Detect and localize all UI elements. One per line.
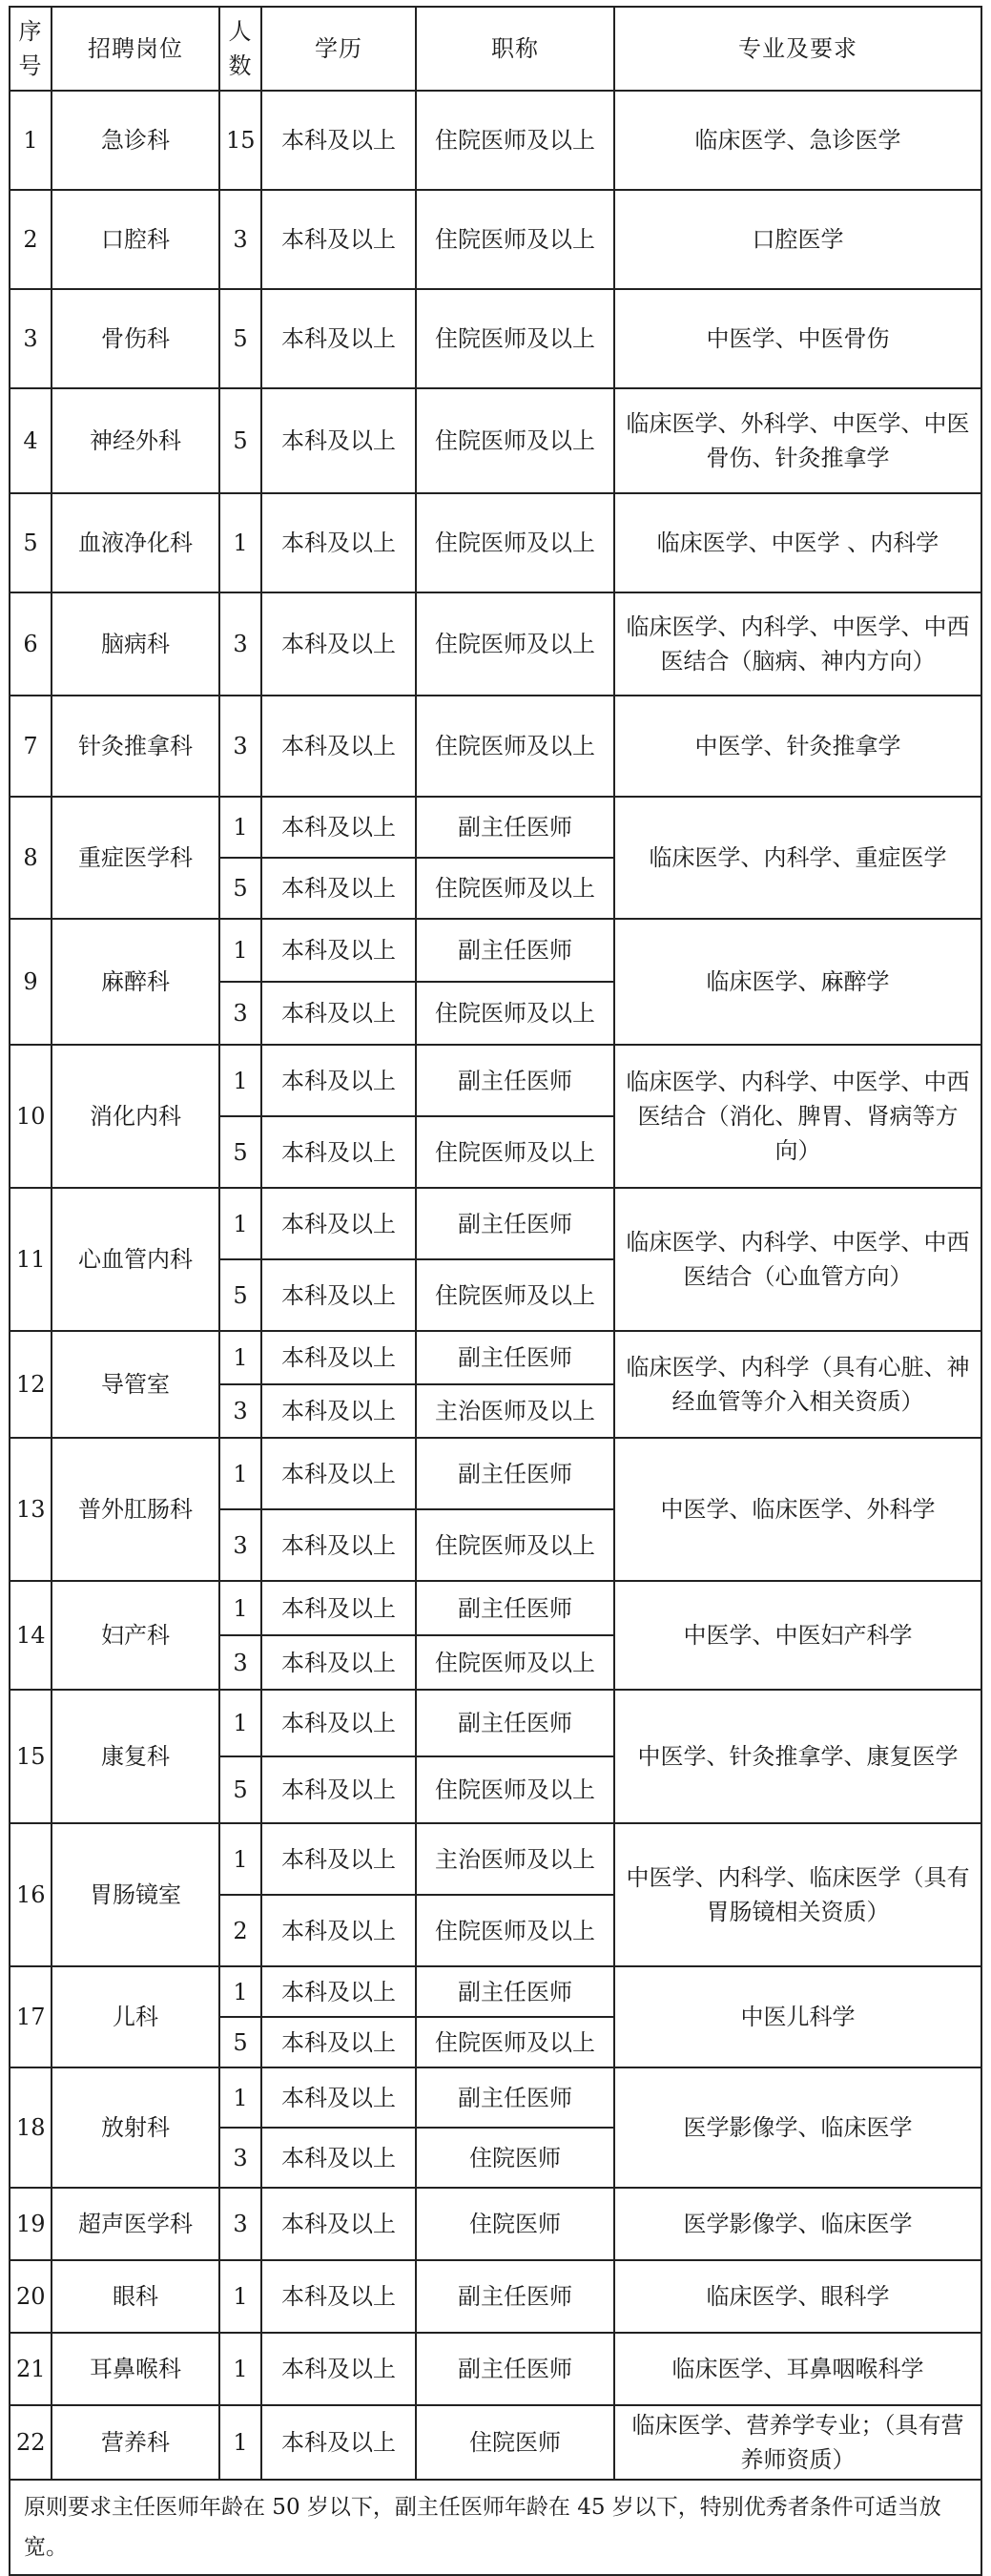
row-position: 神经外科 [52, 388, 219, 493]
row-requirements: 中医学、针灸推拿学 [614, 696, 981, 797]
row-education: 本科及以上 [261, 1438, 416, 1509]
row-education: 本科及以上 [261, 1331, 416, 1384]
table-row [10, 1690, 981, 1756]
row-title: 住院医师及以上 [416, 1635, 614, 1690]
row-title: 住院医师及以上 [416, 696, 614, 797]
row-index: 15 [10, 1690, 52, 1823]
row-title: 副主任医师 [416, 2067, 614, 2128]
row-count: 3 [219, 190, 261, 289]
row-index: 16 [10, 1823, 52, 1966]
table-row [10, 289, 981, 388]
row-education: 本科及以上 [261, 1384, 416, 1438]
row-requirements: 临床医学、营养学专业；（具有营养师资质） [614, 2405, 981, 2480]
row-count: 1 [219, 1188, 261, 1259]
table-row [10, 1188, 981, 1259]
row-education: 本科及以上 [261, 797, 416, 858]
row-count: 1 [219, 493, 261, 592]
row-count: 5 [219, 858, 261, 919]
row-title: 住院医师及以上 [416, 2017, 614, 2067]
row-education: 本科及以上 [261, 91, 416, 190]
table-row [10, 2067, 981, 2128]
row-count: 5 [219, 1116, 261, 1188]
row-count: 1 [219, 2067, 261, 2128]
row-title: 住院医师 [416, 2128, 614, 2188]
row-position: 耳鼻喉科 [52, 2333, 219, 2405]
table-body [10, 91, 981, 2480]
row-education: 本科及以上 [261, 1966, 416, 2017]
row-count: 15 [219, 91, 261, 190]
table-row [10, 190, 981, 289]
row-index: 10 [10, 1045, 52, 1188]
recruitment-table [9, 6, 982, 2576]
table-header-row [10, 7, 981, 91]
row-education: 本科及以上 [261, 493, 416, 592]
row-requirements: 临床医学、麻醉学 [614, 919, 981, 1045]
row-title: 住院医师及以上 [416, 1895, 614, 1966]
row-count: 5 [219, 1259, 261, 1331]
row-index: 19 [10, 2188, 52, 2260]
row-requirements: 中医学、内科学、临床医学（具有胃肠镜相关资质） [614, 1823, 981, 1966]
row-title: 副主任医师 [416, 1690, 614, 1756]
row-index: 22 [10, 2405, 52, 2480]
header-count [219, 7, 261, 91]
row-index: 1 [10, 91, 52, 190]
row-education: 本科及以上 [261, 2017, 416, 2067]
row-requirements: 中医儿科学 [614, 1966, 981, 2067]
table-row [10, 1331, 981, 1384]
table-row [10, 1823, 981, 1895]
row-position: 骨伤科 [52, 289, 219, 388]
row-requirements: 临床医学、内科学、重症医学 [614, 797, 981, 919]
row-index: 13 [10, 1438, 52, 1581]
row-requirements: 临床医学、内科学、中医学、中西医结合（心血管方向） [614, 1188, 981, 1331]
row-title: 副主任医师 [416, 1331, 614, 1384]
row-title: 副主任医师 [416, 919, 614, 982]
row-count: 1 [219, 1045, 261, 1116]
row-count: 5 [219, 2017, 261, 2067]
row-requirements: 临床医学、内科学、中医学、中西医结合（消化、脾胃、肾病等方向） [614, 1045, 981, 1188]
note-text: 原则要求主任医师年龄在 50 岁以下，副主任医师年龄在 45 岁以下，特别优秀者条件可适当放宽。 [10, 2480, 981, 2575]
row-position: 放射科 [52, 2067, 219, 2188]
row-count: 1 [219, 1331, 261, 1384]
row-index: 7 [10, 696, 52, 797]
table-row [10, 2188, 981, 2260]
row-position: 眼科 [52, 2260, 219, 2333]
row-title: 住院医师及以上 [416, 592, 614, 696]
row-title: 副主任医师 [416, 1966, 614, 2017]
row-position: 康复科 [52, 1690, 219, 1823]
header-title: 职称 [416, 7, 614, 91]
table-row [10, 388, 981, 493]
row-count: 3 [219, 592, 261, 696]
header-index-line1: 序 [18, 18, 43, 45]
row-index: 21 [10, 2333, 52, 2405]
row-index: 8 [10, 797, 52, 919]
row-education: 本科及以上 [261, 1259, 416, 1331]
table-row [10, 493, 981, 592]
row-requirements: 医学影像学、临床医学 [614, 2067, 981, 2188]
row-education: 本科及以上 [261, 1690, 416, 1756]
row-count: 1 [219, 919, 261, 982]
row-requirements: 临床医学、内科学、中医学、中西医结合（脑病、神内方向） [614, 592, 981, 696]
row-title: 副主任医师 [416, 2260, 614, 2333]
row-education: 本科及以上 [261, 190, 416, 289]
table-row [10, 2405, 981, 2480]
row-education: 本科及以上 [261, 592, 416, 696]
table-row [10, 797, 981, 858]
row-requirements: 中医学、针灸推拿学、康复医学 [614, 1690, 981, 1823]
row-count: 3 [219, 2128, 261, 2188]
row-education: 本科及以上 [261, 1756, 416, 1823]
row-index: 11 [10, 1188, 52, 1331]
row-position: 超声医学科 [52, 2188, 219, 2260]
row-education: 本科及以上 [261, 1116, 416, 1188]
row-position: 胃肠镜室 [52, 1823, 219, 1966]
row-title: 住院医师及以上 [416, 1116, 614, 1188]
row-requirements: 中医学、中医骨伤 [614, 289, 981, 388]
row-index: 12 [10, 1331, 52, 1438]
row-title: 主治医师及以上 [416, 1823, 614, 1895]
row-index: 18 [10, 2067, 52, 2188]
row-count: 1 [219, 1690, 261, 1756]
row-count: 1 [219, 1966, 261, 2017]
row-education: 本科及以上 [261, 2405, 416, 2480]
row-position: 儿科 [52, 1966, 219, 2067]
row-index: 3 [10, 289, 52, 388]
row-index: 14 [10, 1581, 52, 1690]
row-index: 9 [10, 919, 52, 1045]
row-index: 17 [10, 1966, 52, 2067]
row-index: 5 [10, 493, 52, 592]
row-title: 住院医师 [416, 2405, 614, 2480]
row-education: 本科及以上 [261, 696, 416, 797]
header-index [10, 7, 52, 91]
row-title: 住院医师及以上 [416, 982, 614, 1045]
row-position: 血液净化科 [52, 493, 219, 592]
row-index: 4 [10, 388, 52, 493]
row-education: 本科及以上 [261, 858, 416, 919]
row-position: 重症医学科 [52, 797, 219, 919]
row-count: 1 [219, 2333, 261, 2405]
row-position: 口腔科 [52, 190, 219, 289]
row-requirements: 临床医学、眼科学 [614, 2260, 981, 2333]
row-title: 副主任医师 [416, 1581, 614, 1635]
row-title: 住院医师及以上 [416, 190, 614, 289]
header-position: 招聘岗位 [52, 7, 219, 91]
row-title: 住院医师及以上 [416, 1756, 614, 1823]
row-education: 本科及以上 [261, 1045, 416, 1116]
row-requirements: 医学影像学、临床医学 [614, 2188, 981, 2260]
row-education: 本科及以上 [261, 1509, 416, 1581]
header-requirements: 专业及要求 [614, 7, 981, 91]
row-count: 3 [219, 696, 261, 797]
row-count: 3 [219, 1384, 261, 1438]
row-title: 主治医师及以上 [416, 1384, 614, 1438]
row-count: 1 [219, 1438, 261, 1509]
row-count: 1 [219, 2260, 261, 2333]
row-education: 本科及以上 [261, 388, 416, 493]
row-education: 本科及以上 [261, 2188, 416, 2260]
row-count: 3 [219, 1635, 261, 1690]
row-education: 本科及以上 [261, 1635, 416, 1690]
row-count: 3 [219, 2188, 261, 2260]
row-index: 6 [10, 592, 52, 696]
row-education: 本科及以上 [261, 1188, 416, 1259]
table-row [10, 2260, 981, 2333]
row-title: 副主任医师 [416, 797, 614, 858]
row-title: 住院医师及以上 [416, 1509, 614, 1581]
row-count: 5 [219, 289, 261, 388]
row-title: 副主任医师 [416, 1188, 614, 1259]
row-count: 3 [219, 1509, 261, 1581]
table-row [10, 1045, 981, 1116]
row-education: 本科及以上 [261, 1823, 416, 1895]
row-requirements: 口腔医学 [614, 190, 981, 289]
row-requirements: 临床医学、耳鼻咽喉科学 [614, 2333, 981, 2405]
row-title: 住院医师及以上 [416, 289, 614, 388]
row-title: 住院医师及以上 [416, 858, 614, 919]
row-index: 2 [10, 190, 52, 289]
row-requirements: 中医学、临床医学、外科学 [614, 1438, 981, 1581]
row-education: 本科及以上 [261, 2333, 416, 2405]
row-requirements: 临床医学、外科学、中医学、中医骨伤、针灸推拿学 [614, 388, 981, 493]
row-education: 本科及以上 [261, 2128, 416, 2188]
row-education: 本科及以上 [261, 982, 416, 1045]
row-count: 1 [219, 1581, 261, 1635]
row-education: 本科及以上 [261, 2067, 416, 2128]
row-position: 营养科 [52, 2405, 219, 2480]
row-title: 副主任医师 [416, 1438, 614, 1509]
row-position: 急诊科 [52, 91, 219, 190]
row-position: 心血管内科 [52, 1188, 219, 1331]
note-row [10, 2480, 981, 2575]
row-title: 副主任医师 [416, 2333, 614, 2405]
row-count: 2 [219, 1895, 261, 1966]
row-requirements: 临床医学、内科学（具有心脏、神经血管等介入相关资质） [614, 1331, 981, 1438]
row-position: 针灸推拿科 [52, 696, 219, 797]
table-row [10, 919, 981, 982]
header-index-line2: 号 [18, 52, 43, 79]
row-title: 住院医师及以上 [416, 493, 614, 592]
row-index: 20 [10, 2260, 52, 2333]
table-row [10, 91, 981, 190]
row-count: 1 [219, 2405, 261, 2480]
row-position: 妇产科 [52, 1581, 219, 1690]
row-count: 1 [219, 797, 261, 858]
header-education: 学历 [261, 7, 416, 91]
row-position: 消化内科 [52, 1045, 219, 1188]
row-count: 1 [219, 1823, 261, 1895]
table-row [10, 1438, 981, 1509]
row-education: 本科及以上 [261, 1581, 416, 1635]
row-title: 住院医师及以上 [416, 388, 614, 493]
row-count: 5 [219, 1756, 261, 1823]
row-requirements: 中医学、中医妇产科学 [614, 1581, 981, 1690]
row-title: 副主任医师 [416, 1045, 614, 1116]
row-education: 本科及以上 [261, 289, 416, 388]
row-title: 住院医师及以上 [416, 91, 614, 190]
table-row [10, 696, 981, 797]
table-row [10, 2333, 981, 2405]
row-position: 普外肛肠科 [52, 1438, 219, 1581]
header-count-line2: 数 [228, 52, 253, 79]
row-position: 导管室 [52, 1331, 219, 1438]
row-requirements: 临床医学、急诊医学 [614, 91, 981, 190]
row-requirements: 临床医学、中医学 、内科学 [614, 493, 981, 592]
row-count: 3 [219, 982, 261, 1045]
table-row [10, 1581, 981, 1635]
table-row [10, 1966, 981, 2017]
row-position: 脑病科 [52, 592, 219, 696]
header-count-line1: 人 [228, 18, 253, 45]
row-education: 本科及以上 [261, 919, 416, 982]
table-row [10, 592, 981, 696]
row-count: 5 [219, 388, 261, 493]
row-title: 住院医师 [416, 2188, 614, 2260]
row-education: 本科及以上 [261, 1895, 416, 1966]
row-title: 住院医师及以上 [416, 1259, 614, 1331]
row-position: 麻醉科 [52, 919, 219, 1045]
row-education: 本科及以上 [261, 2260, 416, 2333]
